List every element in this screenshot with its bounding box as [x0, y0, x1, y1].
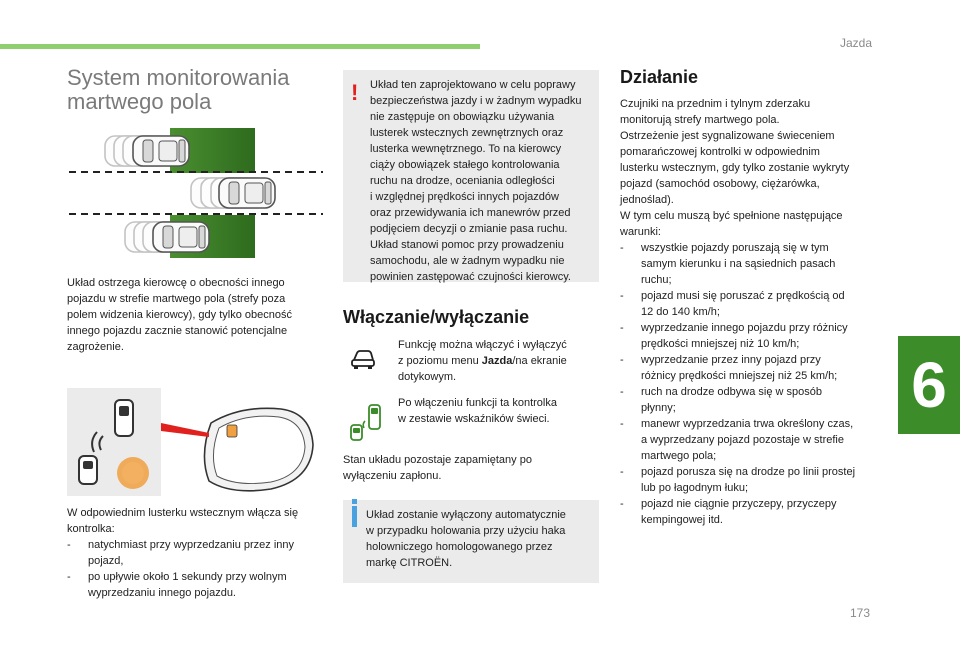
exclamation-icon: ! [351, 80, 359, 105]
mirror-text: W odpowiednim lusterku wstecznym włącza się kontrolka: - natychmiast przy wyprzedzaniu przez inny pojazd, - po upływie około 1 sekundy przy wolnym wyprzedzaniu innego pojazdu. [67, 505, 329, 601]
section-heading: Działanie [620, 67, 699, 87]
list-item: - ruch na drodze odbywa się w sposób płynny; [620, 384, 882, 416]
page-number: 173 [849, 606, 870, 620]
lamp-illustration-box [67, 388, 161, 496]
blind-spot-diagram [67, 125, 323, 261]
list-item: - po upływie około 1 sekundy przy wolnym wyprzedzaniu innego pojazdu. [67, 569, 329, 601]
section-heading: Włączanie/wyłączanie [343, 307, 530, 327]
list-item: - natychmiast przy wyprzedzaniu przez inny pojazd, [67, 537, 329, 569]
list-item: - wszystkie pojazdy poruszają się w tym samym kierunku i na sąsiednich pasach ruchu; [620, 240, 882, 288]
mirror-diagram [161, 395, 326, 495]
own-vehicle-icon [219, 178, 275, 208]
list-item: - pojazd porusza się na drodze po linii prostej lub po łagodnym łuku; [620, 464, 882, 496]
blind-spot-lamp-icon [347, 403, 385, 441]
info-text: Układ zostanie wyłączony automatycznie w przypadku holowania przy użyciu haka holowniczego homologowanego przez markę CITROËN. [366, 509, 566, 569]
title-line: martwego pola [67, 89, 212, 114]
list-item: - pojazd musi się poruszać z prędkością od 12 do 140 km/h; [620, 288, 882, 320]
lamp-description: Po włączeniu funkcji ta kontrolka w zestawie wskaźników świeci. [398, 397, 557, 425]
list-item: - wyprzedzanie innego pojazdu przy różnicy prędkości mniejszej niż 10 km/h; [620, 320, 882, 352]
vehicle-icon [153, 222, 209, 252]
menu-instruction: Funkcję można włączyć i wyłączyć z poziomu menu Jazda/na ekranie dotykowym. [398, 339, 567, 383]
list-item: - manewr wyprzedzania trwa określony czas, a wyprzedzany pojazd pozostaje w strefie martwego pola; [620, 416, 882, 464]
vehicle-icon [133, 136, 189, 166]
page-title [67, 66, 327, 114]
header-accent-bar [0, 44, 480, 49]
list-item: - pojazd nie ciągnie przyczepy, przyczepy kempingowej itd. [620, 496, 882, 528]
section-label: Jazda [839, 36, 872, 50]
operation-text: Czujniki na przednim i tylnym zderzaku monitorują strefy martwego pola. Ostrzeżenie jest sygnalizowane świeceniem pomarańczowej kontrolki w odpowiednim lusterku wstecznym, gdy tylko zostanie wykryty pojazd (samochód osobowy, ciężarówka, jednoślad). W tym celu muszą być spełnione następujące warunki: - wszystkie pojazdy poruszają się w tym samym kierunku i na sąsiednich pasach ruchu; - pojazd musi się poruszać z prędkością od 12 do 140 km/h; - wyprzedzanie innego pojazdu przy różnicy prędkości mniejszej niż 10 km/h; - wyprzedzanie przez inny pojazd przy różnicy prędkości mniejszej niż 25 km/h; - ruch na drodze odbywa się w sposób płynny; - manewr wyprzedzania trwa określony czas, a wyprzedzany pojazd pozostaje w strefie martwego pola; - pojazd porusza się na drodze po linii prostej lub po łagodnym łuku; - pojazd nie ciągnie przyczepy, przyczepy kempingowej itd. [620, 96, 882, 528]
title-line: System monitorowania [67, 65, 290, 90]
info-icon [352, 506, 357, 527]
warning-text: Układ ten zaprojektowano w celu poprawy bezpieczeństwa jazdy i w żadnym wypadku nie zastępuje on obowiązku używania lusterek wstecznych zewnętrznych oraz lusterka wewnętrznego. To na kierowcy ciąży obowiązek stałego kontrolowania ruchu na drodze, oceniania odległości i względnej prędkości innych pojazdów oraz przewidywania ich manewrów przed podjęciem decyzji o zmianie pasa ruchu. Układ stanowi pomoc przy prowadzeniu samochodu, ale w żadnym wypadku nie powinien zastępować czujności kierowcy. [370, 79, 582, 283]
state-memory-text: Stan układu pozostaje zapamiętany po wyłączeniu zapłonu. [343, 454, 532, 482]
blind-spot-lamp-icon [67, 388, 161, 496]
list-item: - wyprzedzanie przez inny pojazd przy różnicy prędkości mniejszej niż 25 km/h; [620, 352, 882, 384]
car-settings-icon [350, 345, 376, 371]
intro-text: Układ ostrzega kierowcę o obecności innego pojazdu w strefie martwego pola (strefy poza polem widzenia kierowcy), gdy tylko obecność innego pojazdu zacznie stanowić potencjalne zagrożenie. [67, 277, 292, 353]
chapter-tab: 6 [898, 336, 960, 434]
